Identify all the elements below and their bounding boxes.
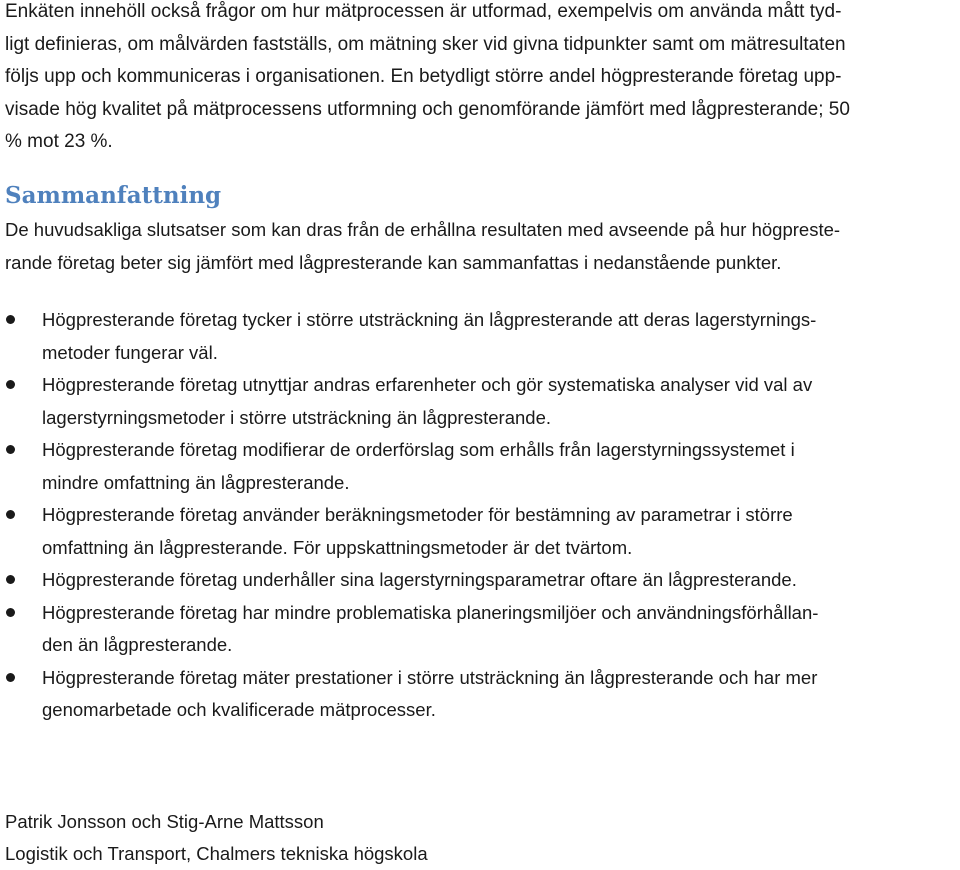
list-item	[5, 597, 818, 662]
summary-line: De huvudsakliga slutsatser som kan dras från de erhållna resultaten med avseende på hur högpreste-	[5, 219, 841, 240]
list-item-line: genomarbetade och kvalificerade mätprocesser.	[42, 699, 436, 720]
bullet-icon	[6, 510, 15, 519]
list-item	[5, 499, 818, 564]
list-item-line: metoder fungerar väl.	[42, 341, 218, 363]
list-item-line: Högpresterande företag använder beräkningsmetoder för bestämning av parametrar i större	[42, 504, 793, 525]
section-heading: Sammanfattning	[5, 182, 222, 209]
list-item-line: Högpresterande företag underhåller sina lagerstyrningsparametrar oftare än lågpresterande.	[42, 569, 797, 590]
intro-line: ligt definieras, om målvärden fastställs, om mätning sker vid givna tidpunkter samt om mätresultaten	[5, 33, 846, 55]
list-item	[5, 662, 818, 727]
intro-paragraph	[5, 0, 850, 159]
author-footer	[5, 806, 428, 870]
list-item	[5, 304, 818, 369]
conclusion-list	[5, 304, 818, 727]
list-item-line: den än lågpresterande.	[42, 634, 233, 655]
summary-line: rande företag beter sig jämfört med lågpresterande kan sammanfattas i nedanstående punkter.	[5, 251, 782, 273]
list-item-line: mindre omfattning än lågpresterande.	[42, 471, 350, 493]
intro-line: följs upp och kommuniceras i organisationen. En betydligt större andel högpresterande företag upp-	[5, 66, 842, 87]
list-item-line: Högpresterande företag utnyttjar andras erfarenheter och gör systematiska analyser vid val av	[42, 374, 813, 395]
list-item	[5, 369, 818, 434]
list-item-line: omfattning än lågpresterande. För uppskattningsmetoder är det tvärtom.	[42, 536, 633, 558]
summary-paragraph	[5, 214, 840, 279]
intro-line: % mot 23 %.	[5, 131, 113, 152]
bullet-icon	[6, 445, 15, 454]
bullet-icon	[6, 608, 15, 617]
list-item	[5, 434, 818, 499]
bullet-icon	[6, 380, 15, 389]
list-item-line: Högpresterande företag tycker i större utsträckning än lågpresterande att deras lagerstyrnings-	[42, 309, 817, 330]
affiliation: Logistik och Transport, Chalmers tekniska högskola	[5, 843, 428, 864]
authors: Patrik Jonsson och Stig-Arne Mattsson	[5, 811, 324, 832]
intro-line: visade hög kvalitet på mätprocessens utformning och genomförande jämfört med lågpresterande; 50	[5, 98, 850, 120]
list-item	[5, 564, 818, 597]
list-item-line: lagerstyrningsmetoder i större utsträckning än lågpresterande.	[42, 406, 552, 428]
intro-line: Enkäten innehöll också frågor om hur mätprocessen är utformad, exempelvis om använda mått tyd-	[5, 1, 842, 22]
bullet-icon	[6, 673, 15, 682]
list-item-line: Högpresterande företag har mindre problematiska planeringsmiljöer och användningsförhållan-	[42, 601, 819, 623]
list-item-line: Högpresterande företag mäter prestationer i större utsträckning än lågpresterande och har mer	[42, 666, 818, 688]
list-item-line: Högpresterande företag modifierar de orderförslag som erhålls från lagerstyrningssystemet i	[42, 439, 795, 460]
bullet-icon	[6, 575, 15, 584]
bullet-icon	[6, 315, 15, 324]
